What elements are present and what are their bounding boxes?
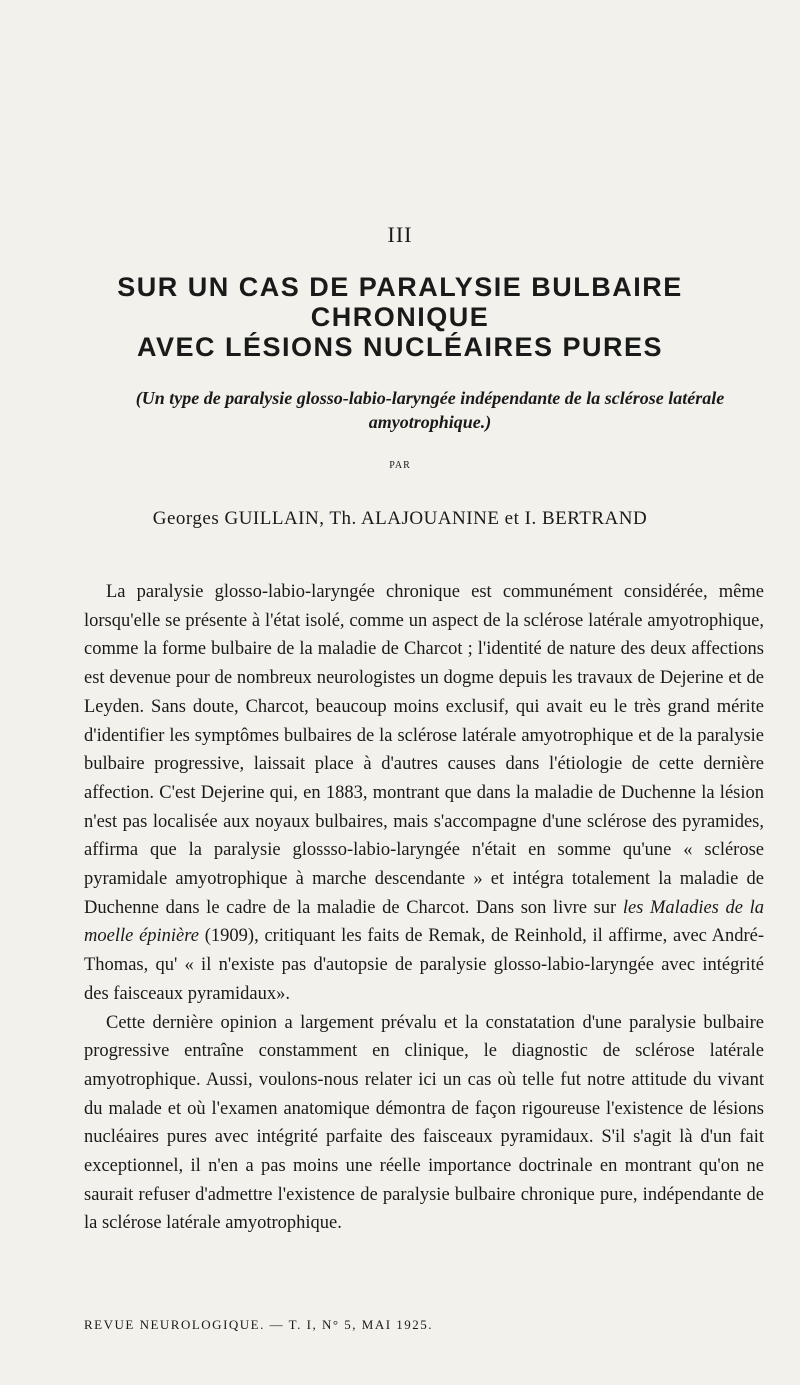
article-title xyxy=(80,272,720,362)
journal-footer: REVUE NEUROLOGIQUE. — T. I, N° 5, MAI 1925. xyxy=(84,1317,434,1332)
title-line-2: CHRONIQUE xyxy=(310,302,490,332)
title-line-3: AVEC LÉSIONS NUCLÉAIRES PURES xyxy=(136,332,664,362)
authors: Georges GUILLAIN, Th. ALAJOUANINE et I. BERTRAND xyxy=(152,508,648,529)
paragraph-1-text-a: La paralysie glosso-labio-laryngée chronique est communément considérée, même lorsqu'elle se présente à l'état isolé, comme un aspect de la sclérose latérale amyotrophique, comme la forme bulbaire de la maladie de Charcot ; l'identité de nature des deux affections est devenue pour de nombreux neurologistes un dogme depuis les travaux de Dejerine et de Leyden. Sans doute, Charcot, beaucoup moins exclusif, qui avait eu le très grand mérite d'identifier les symptômes bulbaires de la sclérose latérale amyotrophique et de la paralysie bulbaire progressive, laissait place à d'autres causes dans l'étiologie de cette dernière affection. C'est Dejerine qui, en 1883, montrant que dans la maladie de Duchenne la lésion n'est pas localisée aux noyaux bulbaires, mais s'accompagne d'une sclérose des pyramides, affirma que la paralysie glossso-labio-laryngée n'était en somme qu'une « sclérose pyramidale amyotrophique à marche descendante » et intégra totalement la maladie de Duchenne dans le cadre de la maladie de Charcot. Dans son livre sur xyxy=(84,582,764,918)
book-title: les Maladies de la moelle épinière xyxy=(84,897,764,947)
chapter-number: III xyxy=(387,222,413,247)
article-subtitle: (Un type de paralysie glosso-labio-laryngée indépendante de la sclérose latérale amyotrophique.) xyxy=(135,388,725,432)
paragraph-1-text-b: (1909), critiquant les faits de Remak, de Reinhold, il affirme, avec André-Thomas, qu' « il n'existe pas d'autopsie de paralysie glosso-labio-laryngée avec intégrité des faisceaux pyramidaux». xyxy=(84,926,764,1004)
paragraph-2: Cette dernière opinion a largement prévalu et la constatation d'une paralysie bulbaire progressive entraîne constamment en clinique, le diagnostic de sclérose latérale amyotrophique. Aussi, voulons-nous relater ici un cas où telle fut notre attitude du vivant du malade et où l'examen anatomique démontra de façon rigoureuse l'existence de lésions nucléaires pures avec intégrité parfaite des faisceaux pyramidaux. S'il s'agit là d'un fait exceptionnel, il n'en a pas moins une réelle importance doctrinale en montrant qu'on ne saurait refuser d'admettre l'existence de paralysie bulbaire chronique pure, indépendante de la sclérose latérale amyotrophique. xyxy=(84,1012,764,1234)
paragraph-1 xyxy=(84,578,764,1009)
title-line-1: SUR UN CAS DE PARALYSIE BULBAIRE xyxy=(117,272,683,302)
article-body xyxy=(84,578,764,1238)
by-label: PAR xyxy=(389,460,411,471)
